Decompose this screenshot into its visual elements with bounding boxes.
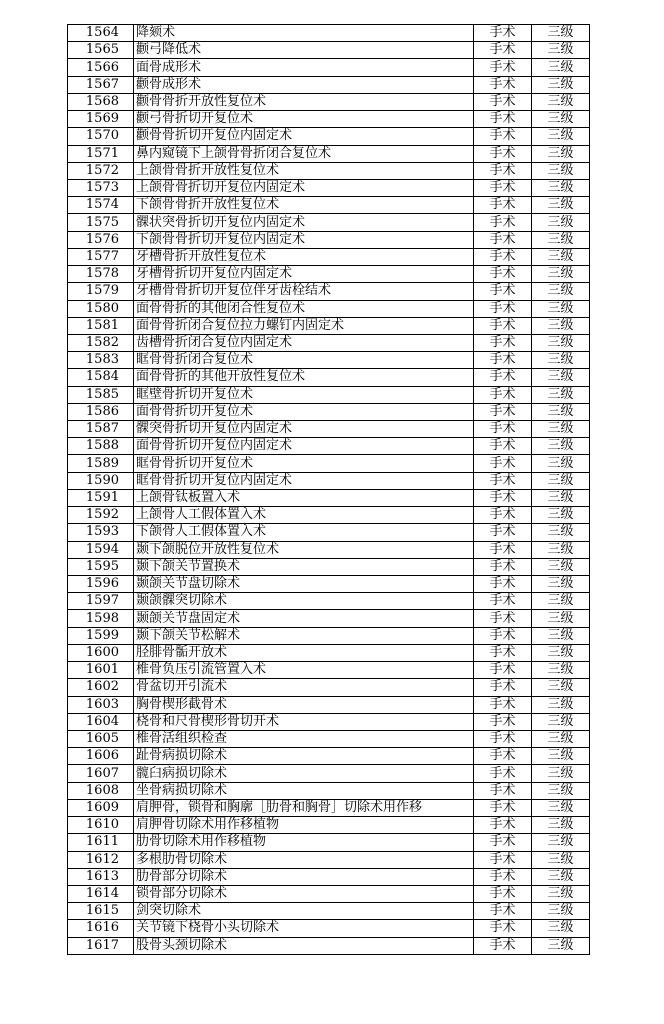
row-number-cell: 1564 (68, 25, 134, 42)
row-number-cell: 1597 (68, 593, 134, 610)
procedure-name-cell: 胫腓骨骺开放术 (134, 644, 474, 661)
table-row (68, 300, 590, 317)
procedure-level-cell: 三级 (532, 111, 590, 128)
procedure-level-cell: 三级 (532, 472, 590, 489)
procedure-level-cell: 三级 (532, 593, 590, 610)
table-row (68, 851, 590, 868)
procedure-name-cell: 趾骨病损切除术 (134, 748, 474, 765)
procedure-name-cell: 颞颌关节盘切除术 (134, 576, 474, 593)
row-number-cell: 1580 (68, 300, 134, 317)
row-number-cell: 1589 (68, 455, 134, 472)
procedure-type-cell: 手术 (474, 817, 532, 834)
procedure-type-cell: 手术 (474, 593, 532, 610)
table-row (68, 266, 590, 283)
procedure-level-cell: 三级 (532, 489, 590, 506)
procedure-name-cell: 肩胛骨切除术用作移植物 (134, 817, 474, 834)
procedure-level-cell: 三级 (532, 352, 590, 369)
row-number-cell: 1566 (68, 59, 134, 76)
row-number-cell: 1567 (68, 76, 134, 93)
table-row (68, 352, 590, 369)
procedure-type-cell: 手术 (474, 576, 532, 593)
procedure-level-cell: 三级 (532, 644, 590, 661)
procedure-name-cell: 面骨骨折闭合复位拉力螺钉内固定术 (134, 317, 474, 334)
procedure-level-cell: 三级 (532, 438, 590, 455)
row-number-cell: 1578 (68, 266, 134, 283)
table-row (68, 782, 590, 799)
procedure-name-cell: 上颌骨钛板置入术 (134, 489, 474, 506)
row-number-cell: 1612 (68, 851, 134, 868)
table-row (68, 920, 590, 937)
procedure-type-cell: 手术 (474, 386, 532, 403)
row-number-cell: 1588 (68, 438, 134, 455)
procedure-level-cell: 三级 (532, 25, 590, 42)
procedure-name-cell: 降颏术 (134, 25, 474, 42)
row-number-cell: 1598 (68, 610, 134, 627)
procedure-type-cell: 手术 (474, 937, 532, 954)
procedure-type-cell: 手术 (474, 403, 532, 420)
procedure-level-cell: 三级 (532, 662, 590, 679)
procedure-name-cell: 下颌骨骨折切开复位内固定术 (134, 231, 474, 248)
procedure-level-cell: 三级 (532, 403, 590, 420)
table-row (68, 231, 590, 248)
procedure-type-cell: 手术 (474, 214, 532, 231)
procedure-type-cell: 手术 (474, 266, 532, 283)
table-row (68, 524, 590, 541)
table-row (68, 834, 590, 851)
procedure-type-cell: 手术 (474, 903, 532, 920)
procedure-name-cell: 肋骨切除术用作移植物 (134, 834, 474, 851)
procedure-name-cell: 股骨头颈切除术 (134, 937, 474, 954)
procedure-level-cell: 三级 (532, 817, 590, 834)
table-row (68, 438, 590, 455)
procedure-level-cell: 三级 (532, 713, 590, 730)
procedure-type-cell: 手术 (474, 59, 532, 76)
table-row (68, 730, 590, 747)
row-number-cell: 1617 (68, 937, 134, 954)
row-number-cell: 1590 (68, 472, 134, 489)
procedure-type-cell: 手术 (474, 25, 532, 42)
row-number-cell: 1607 (68, 765, 134, 782)
procedure-level-cell: 三级 (532, 748, 590, 765)
procedure-type-cell: 手术 (474, 93, 532, 110)
procedure-type-cell: 手术 (474, 627, 532, 644)
row-number-cell: 1591 (68, 489, 134, 506)
row-number-cell: 1613 (68, 868, 134, 885)
procedure-level-cell: 三级 (532, 799, 590, 816)
procedure-level-cell: 三级 (532, 317, 590, 334)
procedure-name-cell: 面骨骨折切开复位内固定术 (134, 438, 474, 455)
procedure-level-cell: 三级 (532, 851, 590, 868)
procedure-table (67, 24, 590, 955)
procedure-level-cell: 三级 (532, 128, 590, 145)
table-row (68, 696, 590, 713)
procedure-name-cell: 颞下颌脱位开放性复位术 (134, 541, 474, 558)
procedure-name-cell: 颧弓骨折切开复位术 (134, 111, 474, 128)
procedure-name-cell: 鼻内窥镜下上颌骨骨折闭合复位术 (134, 145, 474, 162)
procedure-type-cell: 手术 (474, 885, 532, 902)
procedure-type-cell: 手术 (474, 472, 532, 489)
table-row (68, 369, 590, 386)
row-number-cell: 1575 (68, 214, 134, 231)
procedure-type-cell: 手术 (474, 696, 532, 713)
table-row (68, 799, 590, 816)
procedure-name-cell: 桡骨和尺骨楔形骨切开术 (134, 713, 474, 730)
procedure-level-cell: 三级 (532, 248, 590, 265)
procedure-type-cell: 手术 (474, 489, 532, 506)
procedure-level-cell: 三级 (532, 179, 590, 196)
procedure-type-cell: 手术 (474, 42, 532, 59)
procedure-level-cell: 三级 (532, 214, 590, 231)
procedure-level-cell: 三级 (532, 266, 590, 283)
row-number-cell: 1577 (68, 248, 134, 265)
table-row (68, 248, 590, 265)
procedure-type-cell: 手术 (474, 610, 532, 627)
row-number-cell: 1585 (68, 386, 134, 403)
procedure-level-cell: 三级 (532, 386, 590, 403)
table-row (68, 610, 590, 627)
procedure-level-cell: 三级 (532, 610, 590, 627)
table-row (68, 93, 590, 110)
procedure-type-cell: 手术 (474, 644, 532, 661)
procedure-name-cell: 坐骨病损切除术 (134, 782, 474, 799)
row-number-cell: 1611 (68, 834, 134, 851)
procedure-level-cell: 三级 (532, 283, 590, 300)
procedure-type-cell: 手术 (474, 662, 532, 679)
procedure-level-cell: 三级 (532, 627, 590, 644)
procedure-name-cell: 髁状突骨折切开复位内固定术 (134, 214, 474, 231)
row-number-cell: 1582 (68, 334, 134, 351)
procedure-type-cell: 手术 (474, 334, 532, 351)
row-number-cell: 1616 (68, 920, 134, 937)
procedure-type-cell: 手术 (474, 179, 532, 196)
table-row (68, 644, 590, 661)
procedure-name-cell: 肋骨部分切除术 (134, 868, 474, 885)
procedure-type-cell: 手术 (474, 730, 532, 747)
table-row (68, 162, 590, 179)
procedure-level-cell: 三级 (532, 920, 590, 937)
procedure-name-cell: 面骨骨折切开复位术 (134, 403, 474, 420)
row-number-cell: 1593 (68, 524, 134, 541)
procedure-type-cell: 手术 (474, 162, 532, 179)
procedure-level-cell: 三级 (532, 524, 590, 541)
row-number-cell: 1581 (68, 317, 134, 334)
procedure-level-cell: 三级 (532, 369, 590, 386)
table-row (68, 541, 590, 558)
procedure-type-cell: 手术 (474, 748, 532, 765)
table-row (68, 576, 590, 593)
procedure-name-cell: 眶壁骨折切开复位术 (134, 386, 474, 403)
procedure-name-cell: 牙槽骨折切开复位内固定术 (134, 266, 474, 283)
row-number-cell: 1606 (68, 748, 134, 765)
row-number-cell: 1608 (68, 782, 134, 799)
procedure-level-cell: 三级 (532, 197, 590, 214)
procedure-level-cell: 三级 (532, 696, 590, 713)
procedure-name-cell: 齿槽骨折闭合复位内固定术 (134, 334, 474, 351)
procedure-name-cell: 颞颌髁突切除术 (134, 593, 474, 610)
table-row (68, 903, 590, 920)
procedure-type-cell: 手术 (474, 421, 532, 438)
row-number-cell: 1604 (68, 713, 134, 730)
procedure-type-cell: 手术 (474, 799, 532, 816)
procedure-level-cell: 三级 (532, 76, 590, 93)
procedure-type-cell: 手术 (474, 507, 532, 524)
table-row (68, 679, 590, 696)
procedure-level-cell: 三级 (532, 834, 590, 851)
table-row (68, 558, 590, 575)
procedure-type-cell: 手术 (474, 679, 532, 696)
table-row (68, 25, 590, 42)
row-number-cell: 1571 (68, 145, 134, 162)
procedure-name-cell: 颞下颌关节松解术 (134, 627, 474, 644)
table-row (68, 59, 590, 76)
table-row (68, 386, 590, 403)
procedure-type-cell: 手术 (474, 111, 532, 128)
procedure-type-cell: 手术 (474, 455, 532, 472)
table-row (68, 489, 590, 506)
procedure-name-cell: 下颌骨骨折开放性复位术 (134, 197, 474, 214)
table-row (68, 421, 590, 438)
procedure-type-cell: 手术 (474, 920, 532, 937)
table-row (68, 885, 590, 902)
procedure-type-cell: 手术 (474, 713, 532, 730)
procedure-name-cell: 椎骨负压引流管置入术 (134, 662, 474, 679)
procedure-name-cell: 肩胛骨，锁骨和胸廓［肋骨和胸骨］切除术用作移 (134, 799, 474, 816)
table-row (68, 197, 590, 214)
procedure-name-cell: 剑突切除术 (134, 903, 474, 920)
row-number-cell: 1615 (68, 903, 134, 920)
procedure-name-cell: 椎骨活组织检查 (134, 730, 474, 747)
table-row (68, 214, 590, 231)
procedure-level-cell: 三级 (532, 162, 590, 179)
procedure-type-cell: 手术 (474, 300, 532, 317)
procedure-name-cell: 上颌骨人工假体置入术 (134, 507, 474, 524)
procedure-type-cell: 手术 (474, 76, 532, 93)
table-row (68, 868, 590, 885)
row-number-cell: 1614 (68, 885, 134, 902)
procedure-type-cell: 手术 (474, 317, 532, 334)
procedure-table-body (68, 25, 590, 955)
table-row (68, 334, 590, 351)
procedure-level-cell: 三级 (532, 231, 590, 248)
procedure-type-cell: 手术 (474, 558, 532, 575)
table-row (68, 111, 590, 128)
row-number-cell: 1595 (68, 558, 134, 575)
procedure-level-cell: 三级 (532, 558, 590, 575)
table-row (68, 472, 590, 489)
procedure-type-cell: 手术 (474, 782, 532, 799)
procedure-level-cell: 三级 (532, 42, 590, 59)
row-number-cell: 1584 (68, 369, 134, 386)
table-row (68, 145, 590, 162)
procedure-type-cell: 手术 (474, 231, 532, 248)
procedure-type-cell: 手术 (474, 248, 532, 265)
procedure-name-cell: 下颌骨人工假体置入术 (134, 524, 474, 541)
table-row (68, 128, 590, 145)
procedure-level-cell: 三级 (532, 300, 590, 317)
procedure-level-cell: 三级 (532, 730, 590, 747)
procedure-type-cell: 手术 (474, 541, 532, 558)
procedure-level-cell: 三级 (532, 507, 590, 524)
table-row (68, 179, 590, 196)
row-number-cell: 1609 (68, 799, 134, 816)
procedure-level-cell: 三级 (532, 868, 590, 885)
procedure-level-cell: 三级 (532, 421, 590, 438)
row-number-cell: 1576 (68, 231, 134, 248)
procedure-name-cell: 髁突骨折切开复位内固定术 (134, 421, 474, 438)
procedure-name-cell: 眶骨骨折切开复位内固定术 (134, 472, 474, 489)
procedure-name-cell: 颧骨骨折切开复位内固定术 (134, 128, 474, 145)
procedure-name-cell: 胸骨楔形截骨术 (134, 696, 474, 713)
table-row (68, 748, 590, 765)
procedure-level-cell: 三级 (532, 455, 590, 472)
procedure-name-cell: 髋臼病损切除术 (134, 765, 474, 782)
procedure-name-cell: 颧弓降低术 (134, 42, 474, 59)
row-number-cell: 1610 (68, 817, 134, 834)
procedure-type-cell: 手术 (474, 834, 532, 851)
procedure-type-cell: 手术 (474, 438, 532, 455)
table-row (68, 317, 590, 334)
procedure-name-cell: 锁骨部分切除术 (134, 885, 474, 902)
procedure-level-cell: 三级 (532, 765, 590, 782)
procedure-name-cell: 面骨骨折的其他闭合性复位术 (134, 300, 474, 317)
procedure-name-cell: 关节镜下桡骨小头切除术 (134, 920, 474, 937)
table-row (68, 765, 590, 782)
procedure-level-cell: 三级 (532, 541, 590, 558)
table-row (68, 662, 590, 679)
procedure-name-cell: 颞下颌关节置换术 (134, 558, 474, 575)
procedure-type-cell: 手术 (474, 765, 532, 782)
procedure-type-cell: 手术 (474, 352, 532, 369)
procedure-level-cell: 三级 (532, 334, 590, 351)
procedure-name-cell: 颧骨骨折开放性复位术 (134, 93, 474, 110)
table-row (68, 42, 590, 59)
procedure-type-cell: 手术 (474, 524, 532, 541)
procedure-level-cell: 三级 (532, 903, 590, 920)
procedure-level-cell: 三级 (532, 782, 590, 799)
row-number-cell: 1573 (68, 179, 134, 196)
row-number-cell: 1568 (68, 93, 134, 110)
procedure-type-cell: 手术 (474, 145, 532, 162)
procedure-name-cell: 眶骨骨折切开复位术 (134, 455, 474, 472)
table-row (68, 713, 590, 730)
procedure-name-cell: 眶骨骨折闭合复位术 (134, 352, 474, 369)
procedure-name-cell: 多根肋骨切除术 (134, 851, 474, 868)
procedure-type-cell: 手术 (474, 868, 532, 885)
procedure-level-cell: 三级 (532, 576, 590, 593)
row-number-cell: 1574 (68, 197, 134, 214)
procedure-name-cell: 骨盆切开引流术 (134, 679, 474, 696)
procedure-name-cell: 牙槽骨骨折切开复位伴牙齿栓结术 (134, 283, 474, 300)
table-row (68, 403, 590, 420)
procedure-name-cell: 颧骨成形术 (134, 76, 474, 93)
row-number-cell: 1605 (68, 730, 134, 747)
procedure-type-cell: 手术 (474, 369, 532, 386)
row-number-cell: 1572 (68, 162, 134, 179)
row-number-cell: 1570 (68, 128, 134, 145)
procedure-name-cell: 上颌骨骨折开放性复位术 (134, 162, 474, 179)
row-number-cell: 1596 (68, 576, 134, 593)
table-row (68, 627, 590, 644)
row-number-cell: 1569 (68, 111, 134, 128)
row-number-cell: 1601 (68, 662, 134, 679)
procedure-level-cell: 三级 (532, 59, 590, 76)
table-row (68, 817, 590, 834)
procedure-level-cell: 三级 (532, 679, 590, 696)
row-number-cell: 1565 (68, 42, 134, 59)
row-number-cell: 1587 (68, 421, 134, 438)
row-number-cell: 1599 (68, 627, 134, 644)
row-number-cell: 1600 (68, 644, 134, 661)
row-number-cell: 1603 (68, 696, 134, 713)
row-number-cell: 1602 (68, 679, 134, 696)
procedure-type-cell: 手术 (474, 197, 532, 214)
procedure-name-cell: 牙槽骨折开放性复位术 (134, 248, 474, 265)
procedure-name-cell: 上颌骨骨折切开复位内固定术 (134, 179, 474, 196)
procedure-level-cell: 三级 (532, 885, 590, 902)
row-number-cell: 1579 (68, 283, 134, 300)
procedure-name-cell: 颞颌关节盘固定术 (134, 610, 474, 627)
table-row (68, 455, 590, 472)
procedure-level-cell: 三级 (532, 937, 590, 954)
row-number-cell: 1594 (68, 541, 134, 558)
procedure-level-cell: 三级 (532, 93, 590, 110)
row-number-cell: 1583 (68, 352, 134, 369)
procedure-name-cell: 面骨成形术 (134, 59, 474, 76)
table-row (68, 593, 590, 610)
table-row (68, 76, 590, 93)
procedure-type-cell: 手术 (474, 128, 532, 145)
table-row (68, 507, 590, 524)
procedure-type-cell: 手术 (474, 283, 532, 300)
table-row (68, 283, 590, 300)
procedure-type-cell: 手术 (474, 851, 532, 868)
row-number-cell: 1592 (68, 507, 134, 524)
row-number-cell: 1586 (68, 403, 134, 420)
procedure-name-cell: 面骨骨折的其他开放性复位术 (134, 369, 474, 386)
table-row (68, 937, 590, 954)
procedure-level-cell: 三级 (532, 145, 590, 162)
